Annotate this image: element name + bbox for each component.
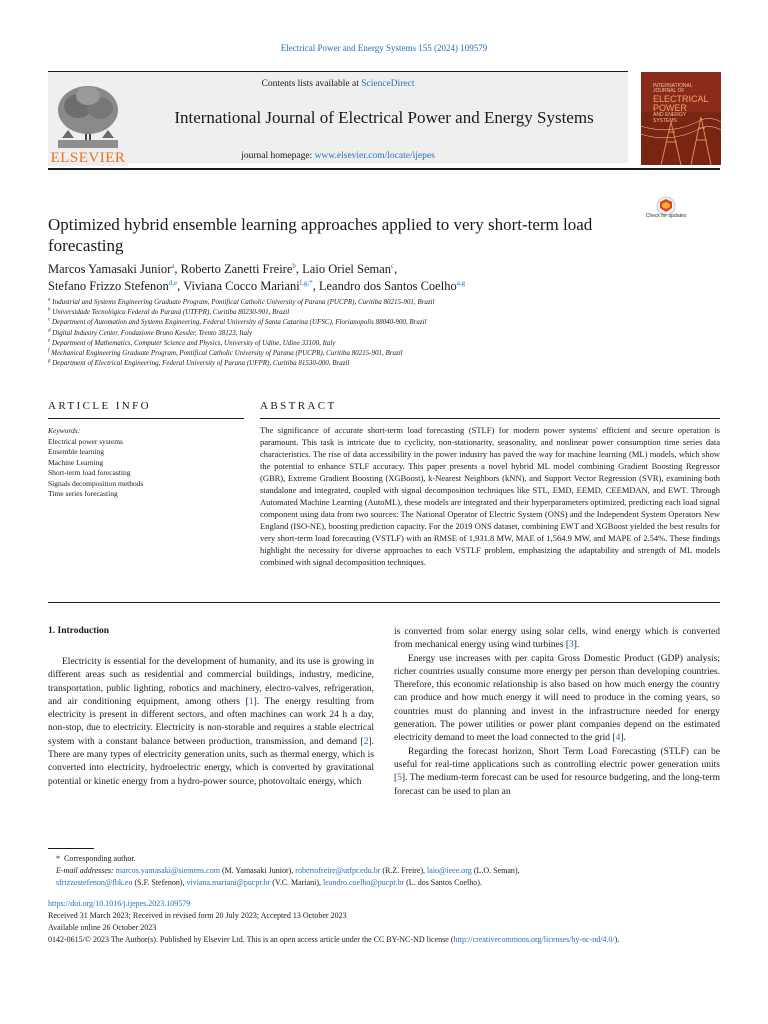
header-top-rule <box>48 71 628 72</box>
footnotes <box>48 853 720 889</box>
license-end: ). <box>614 935 620 944</box>
available-online: Available online 26 October 2023 <box>48 923 157 932</box>
intro-left-column <box>48 656 374 789</box>
intro-right-column <box>394 626 720 799</box>
asterisk: * <box>56 854 60 863</box>
affiliation-item <box>48 328 728 338</box>
affiliation-marker: f <box>48 348 50 354</box>
contents-available <box>48 79 628 89</box>
license-link[interactable]: http://creativecommons.org/licenses/by-nc-nd/4.0/ <box>453 935 615 944</box>
homepage-link[interactable]: www.elsevier.com/locate/ijepes <box>314 151 435 161</box>
footnote-rule <box>48 848 94 849</box>
affiliation-marker: a <box>48 297 51 303</box>
citation-link[interactable]: 1 <box>248 696 254 707</box>
journal-reference[interactable]: Electrical Power and Energy Systems 155 (2024) 109579 <box>280 43 488 53</box>
email-label: E-mail addresses: <box>56 866 116 875</box>
abstract-heading: ABSTRACT <box>260 400 337 412</box>
citation-link[interactable]: 5 <box>397 773 402 784</box>
corresponding-footnote <box>48 853 720 865</box>
author-affiliation-marker[interactable]: a,g <box>456 278 466 287</box>
received-dates: Received 31 March 2023; Received in revised form 20 July 2023; Accepted 13 October 2023 <box>48 911 347 920</box>
journal-cover-thumbnail[interactable] <box>641 72 721 165</box>
keyword-item: Machine Learning <box>48 457 104 467</box>
homepage-prefix: journal homepage: <box>241 151 315 161</box>
author-name[interactable]: Stefano Frizzo Stefenon <box>48 279 169 293</box>
affiliation-item <box>48 317 728 327</box>
affiliation-marker: d <box>48 328 51 334</box>
email-link[interactable]: robertofreire@utfpr.edu.br <box>295 866 381 875</box>
citation-link[interactable]: 4 <box>615 733 621 744</box>
affiliation-marker: g <box>48 358 51 364</box>
affiliation-text: Department of Electrical Engineering, Federal University of Parana (UFPR), Curitiba 81530-000, Brazil <box>50 359 350 368</box>
email-link[interactable]: viviana.mariani@pucpr.br <box>186 878 271 887</box>
author-name[interactable]: Laio Oriel Seman <box>302 262 392 276</box>
email-owner: (L. dos Santos Coelho). <box>404 878 482 887</box>
email-link[interactable]: laio@ieee.org <box>427 866 472 875</box>
affiliation-text: Industrial and Systems Engineering Graduate Program, Pontifical Catholic University of Parana (PUCPR), Curitiba 80215-901, Brazil <box>50 298 435 306</box>
email-link[interactable]: sfrizzostefenon@fbk.eu <box>56 878 133 887</box>
header-bottom-rule <box>48 168 720 170</box>
citation-link[interactable]: 3 <box>569 640 574 651</box>
cover-line-2: ELECTRICAL <box>653 93 709 104</box>
keyword-item: Time series forecasting <box>48 489 118 498</box>
abstract-text: The significance of accurate short-term load forecasting (STLF) for modern power systems' efficient and secure operation is paramount. This task is intricate due to cyclicity, non-stationarity, seasonality, and nonlinear power consumption time series data characteristics. The rise of data accessibility in the power industry has paved the way for machine learning (ML) models, which show the potential to enhance STLF accuracy. This paper presents a novel hybrid ML model combining Gradient Boosting Regressor (GBR), Extreme Gradient Boosting (XGBoost), k-Nearest Neighbors (kNN), and Support Vector Regression (SVR), examining both standalone and integrated, coupled with signal decomposition techniques like STL, EMD, EEMD, CEEMDAN, and EWT. Through Automated Machine Learning (AutoML), these models are integrated and their hyperparameters optimized, predicting each load signal component using data from two sources: The National Operator of Electric System (ONS) and the Independent System Operators New England (ISO-NE), boosting prediction capacity. For the 2019 ONS dataset, combining EWT and XGBoost yielded the best results for very short-term load forecasting (VSTLF) with an RMSE of 1,931.8 MW, MAE of 1,564.9 MW, and MAPE of 2.54%. These findings highlight the necessity for diverse approaches to each VSTLF problem, emphasizing the adaptability and strength of ML models combined with signal decomposition techniques. <box>260 425 720 567</box>
article-info-heading: ARTICLE INFO <box>48 400 151 412</box>
email-owner: (V.C. Mariani), <box>270 878 324 887</box>
keyword-item: Ensemble learning <box>48 447 105 456</box>
affiliation-item <box>48 358 728 368</box>
email-addresses <box>48 865 720 889</box>
abstract-rule <box>260 418 720 419</box>
author-affiliation-marker[interactable]: d,e <box>168 278 178 287</box>
affiliation-item <box>48 338 728 348</box>
author-list: Marcos Yamasaki Junior$^a$, Roberto Zanetti Freire$^b$, Laio Oriel Seman$^c$, Stefano Frizzo Stefenon$^{d,e}$, Viviana Cocco Mariani$^{f,g,*}$, Leandro dos Santos Coelho$^{a,g}$ <box>48 261 466 293</box>
keyword-item: Electrical power systems <box>48 436 123 446</box>
article-info-rule <box>48 418 244 419</box>
author-affiliation-marker[interactable]: f,g,* <box>299 278 313 287</box>
journal-homepage <box>48 151 628 161</box>
email-owner: (R.Z. Freire), <box>380 866 428 875</box>
author-name[interactable]: Marcos Yamasaki Junior <box>48 262 172 276</box>
cover-line-1: INTERNATIONAL JOURNAL OF <box>653 83 693 95</box>
affiliation-item <box>48 297 728 307</box>
affiliation-text: Department of Automation and Systems Engineering, Federal University of Santa Catarina (UFSC), Florianopolis 88040-900, Brazil <box>50 318 427 327</box>
paragraph: Electricity is essential for the development of humanity, and its use is growing in different areas such as residential and commercial buildings, industry, medicine, transportation, public lighting, robotics and machinery, electro-valves, refrigeration, and air conditioning equipment, among others [1]. The energy resulting from electricity is present in different sectors, and often machines can work 24 h a day, non-stop, due to electricity. Electricity is non-storable and requires a stable electrical system with a constant balance between production, transmission, and demand [2]. There are many types of electricity generation units, such as thermal energy, which is converted into electricity, hydroelectric energy, which is converted by gravitational potential or kinetic energy from a hydro-power source, photovoltaic energy, which <box>48 657 374 787</box>
author-name[interactable]: Roberto Zanetti Freire <box>180 262 293 276</box>
affiliation-text: Mechanical Engineering Graduate Program, Pontifical Catholic University of Parana (PUCPR), Curitiba 80215-901, Brazil <box>49 349 403 358</box>
article-title: Optimized hybrid ensemble learning approaches applied to very short-term load forecasting <box>48 215 593 255</box>
paragraph: Energy use increases with per capita Gross Domestic Product (GDP) analysis; richer countries usually consume more energy per person than developing countries. Therefore, this economic relationship is also based on how much energy the country can produce and how much energy it will need to produce in the coming years, so countries must do planning and invest in the infrastructure needed for energy generation. The power utilities or power plant companies depend on the estimated electricity demand to meet the load connected to the grid [4]. <box>394 653 720 744</box>
email-owner: (S.F. Stefenon), <box>132 878 187 887</box>
author-name[interactable]: Viviana Cocco Mariani <box>183 279 300 293</box>
author-affiliation-marker[interactable]: b <box>292 261 296 270</box>
affiliation-marker: b <box>48 307 51 313</box>
affiliation-marker: e <box>48 338 51 344</box>
check-for-updates-label[interactable]: Check for updates <box>645 213 687 219</box>
license-statement <box>48 934 720 946</box>
doi-link[interactable]: https://doi.org/10.1016/j.ijepes.2023.109579 <box>48 899 191 908</box>
email-link[interactable]: marcos.yamasaki@siemens.com <box>115 866 220 875</box>
sciencedirect-link[interactable]: ScienceDirect <box>361 79 415 89</box>
corresponding-author-text: Corresponding author. <box>64 854 136 863</box>
email-link[interactable]: leandro.coelho@pucpr.br <box>323 878 405 887</box>
contents-prefix: Contents lists available at <box>261 79 362 89</box>
cover-line-4: AND ENERGY <box>653 112 687 119</box>
keywords-list <box>48 437 248 500</box>
citation-link[interactable]: 2 <box>363 736 369 747</box>
section-end-rule <box>48 602 720 603</box>
paragraph: Regarding the forecast horizon, Short Term Load Forecasting (STLF) can be useful for real-time applications such as controlling electric power generation units [5]. The medium-term forecast can be used for resource budgeting, and the long-term forecast can be used to plan an <box>394 746 720 797</box>
affiliation-item <box>48 348 728 358</box>
cover-title <box>653 84 713 124</box>
license-text: 0142-0615/© 2023 The Author(s). Published by Elsevier Ltd. This is an open access article under the CC BY-NC-ND license ( <box>48 935 454 944</box>
journal-title[interactable]: International Journal of Electrical Power and Energy Systems <box>174 108 594 127</box>
affiliation-marker: c <box>48 318 51 324</box>
keyword-item: Signals decomposition methods <box>48 478 144 488</box>
author-affiliation-marker[interactable]: c <box>391 261 395 270</box>
elsevier-wordmark: ELSEVIER <box>50 150 126 166</box>
affiliation-item <box>48 307 728 317</box>
affiliation-text: Digital Industry Center, Fondazione Bruno Kessler, Trento 38123, Italy <box>50 328 253 337</box>
cover-line-3: POWER <box>653 102 688 113</box>
keyword-item: Short-term load forecasting <box>48 468 131 477</box>
author-name[interactable]: Leandro dos Santos Coelho <box>318 279 457 293</box>
introduction-heading: 1. Introduction <box>48 626 110 636</box>
paragraph: is converted from solar energy using solar cells, wind energy which is converted from mechanical energy using wind turbines [3]. <box>394 627 720 651</box>
publication-details <box>48 898 720 946</box>
email-owner: (L.O. Seman), <box>471 866 520 875</box>
email-owner: (M. Yamasaki Junior), <box>219 866 296 875</box>
affiliation-text: Universidade Tecnológica Federal do Paraná (UTFPR), Curitiba 80230-901, Brazil <box>50 308 290 317</box>
keywords-label: Keywords: <box>48 426 81 435</box>
affiliation-text: Department of Mathematics, Computer Science and Physics, University of Udine, Udine 33100, Italy <box>50 338 336 347</box>
author-affiliation-marker[interactable]: a <box>171 261 175 270</box>
affiliation-list <box>48 297 728 368</box>
cover-line-5: SYSTEMS <box>653 117 677 124</box>
keywords-block <box>48 426 248 500</box>
